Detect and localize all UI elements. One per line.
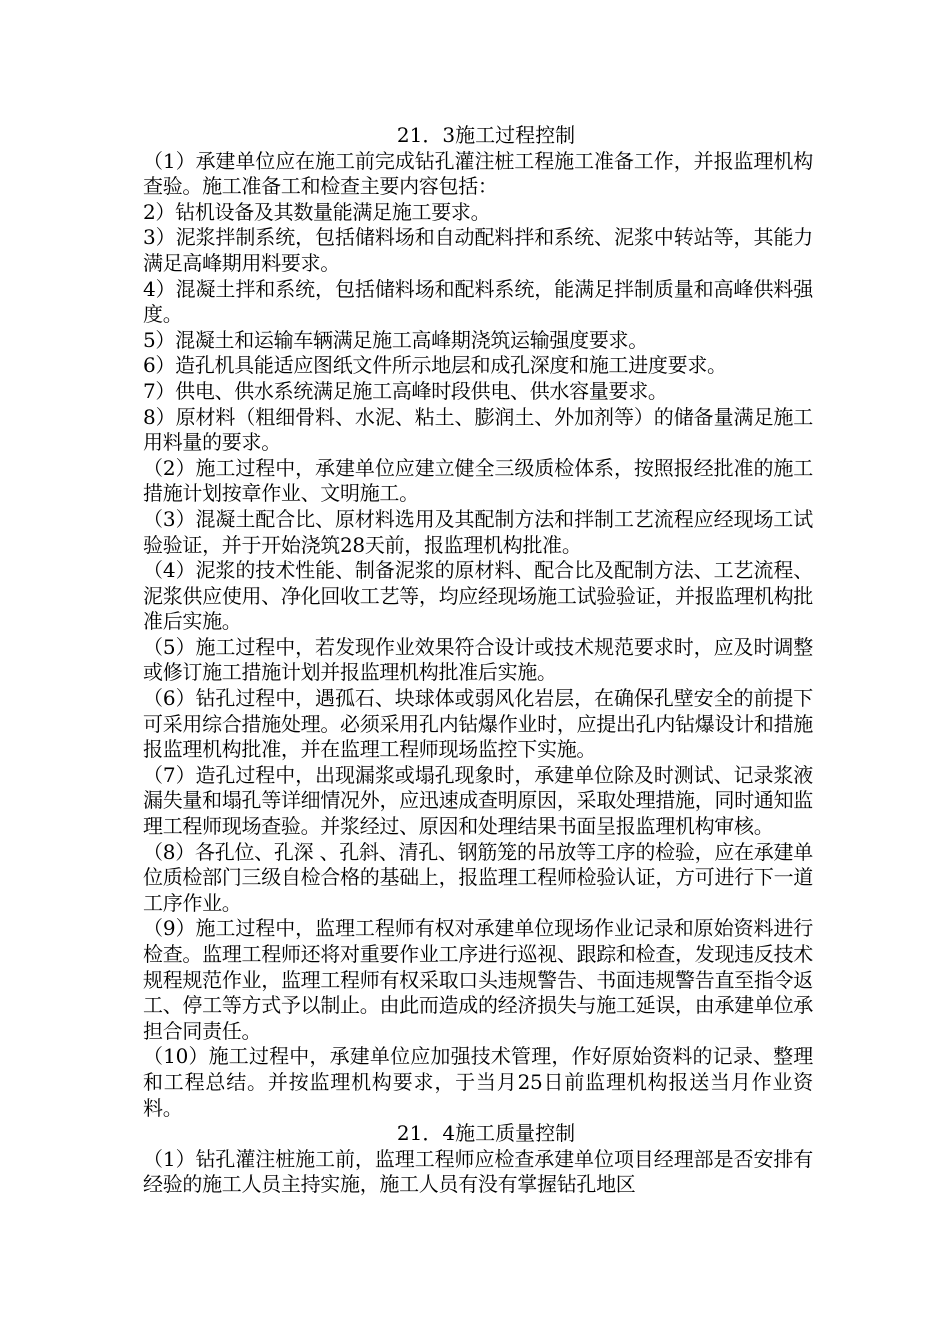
paragraph-15: （8）各孔位、孔深 、孔斜、清孔、钢筋笼的吊放等工序的检验，应在承建单位质检部门三级自检合格的基础上，报监理工程师检验认证，方可进行下一道工序作业。	[143, 839, 813, 915]
paragraph-11: （4）泥浆的技术性能、制备泥浆的原材料、配合比及配制方法、工艺流程、泥浆供应使用、净化回收工艺等，均应经现场施工试验验证，并报监理机构批准后实施。	[143, 558, 813, 634]
paragraph-18: （1）钻孔灌注桩施工前，监理工程师应检查承建单位项目经理部是否安排有经验的施工人员主持实施，施工人员有没有掌握钻孔地区	[143, 1146, 813, 1197]
paragraph-9: （2）施工过程中，承建单位应建立健全三级质检体系，按照报经批准的施工措施计划按章作业、文明施工。	[143, 455, 813, 506]
paragraph-7: 7）供电、供水系统满足施工高峰时段供电、供水容量要求。	[143, 378, 668, 403]
section-heading-21-4: 21．4施工质量控制	[396, 1121, 576, 1146]
paragraph-1: （1）承建单位应在施工前完成钻孔灌注桩工程施工准备工作，并报监理机构查验。施工准备工和检查主要内容包括：	[143, 148, 813, 199]
paragraph-17: （10）施工过程中，承建单位应加强技术管理，作好原始资料的记录、整理和工程总结。并按监理机构要求，于当月25日前监理机构报送当月作业资料。	[143, 1044, 813, 1120]
paragraph-2: 2）钻机设备及其数量能满足施工要求。	[143, 199, 491, 224]
paragraph-14: （7）造孔过程中，出现漏浆或塌孔现象时，承建单位除及时测试、记录浆液漏失量和塌孔等详细情况外，应迅速成查明原因，采取处理措施，同时通知监理工程师现场查验。并浆经过、原因和处理结果书面呈报监理机构审核。	[143, 762, 813, 839]
paragraph-12: （5）施工过程中，若发现作业效果符合设计或技术规范要求时，应及时调整或修订施工措施计划并报监理机构批准后实施。	[143, 634, 813, 685]
paragraph-3: 3）泥浆拌制系统，包括储料场和自动配料拌和系统、泥浆中转站等，其能力满足高峰期用料要求。	[143, 225, 813, 275]
section-heading-21-3: 21．3施工过程控制	[396, 123, 576, 147]
paragraph-10: （3）混凝土配合比、原材料选用及其配制方法和拌制工艺流程应经现场工试验验证，并于开始浇筑28天前，报监理机构批准。	[143, 506, 813, 557]
paragraph-4: 4）混凝土拌和系统，包括储料场和配料系统，能满足拌制质量和高峰供料强度。	[143, 276, 813, 327]
paragraph-13: （6）钻孔过程中，遇孤石、块球体或弱风化岩层，在确保孔壁安全的前提下可采用综合措施处理。必须采用孔内钻爆作业时，应提出孔内钻爆设计和措施报监理机构批准，并在监理工程师现场监控下实施。	[143, 686, 813, 762]
paragraph-6: 6）造孔机具能适应图纸文件所示地层和成孔深度和施工进度要求。	[143, 353, 727, 378]
document-page	[143, 123, 813, 1198]
paragraph-8: 8）原材料（粗细骨料、水泥、粘土、膨润土、外加剂等）的储备量满足施工用料量的要求。	[143, 404, 813, 455]
paragraph-16: （9）施工过程中，监理工程师有权对承建单位现场作业记录和原始资料进行检查。监理工程师还将对重要作业工序进行巡视、跟踪和检查，发现违反技术规程规范作业，监理工程师有权采取口头违规警告、书面违规警告直至指令返工、停工等方式予以制止。由此而造成的经济损失与施工延误，由承建单位承担合同责任。	[143, 916, 813, 1043]
paragraph-5: 5）混凝土和运输车辆满足施工高峰期浇筑运输强度要求。	[143, 327, 648, 352]
